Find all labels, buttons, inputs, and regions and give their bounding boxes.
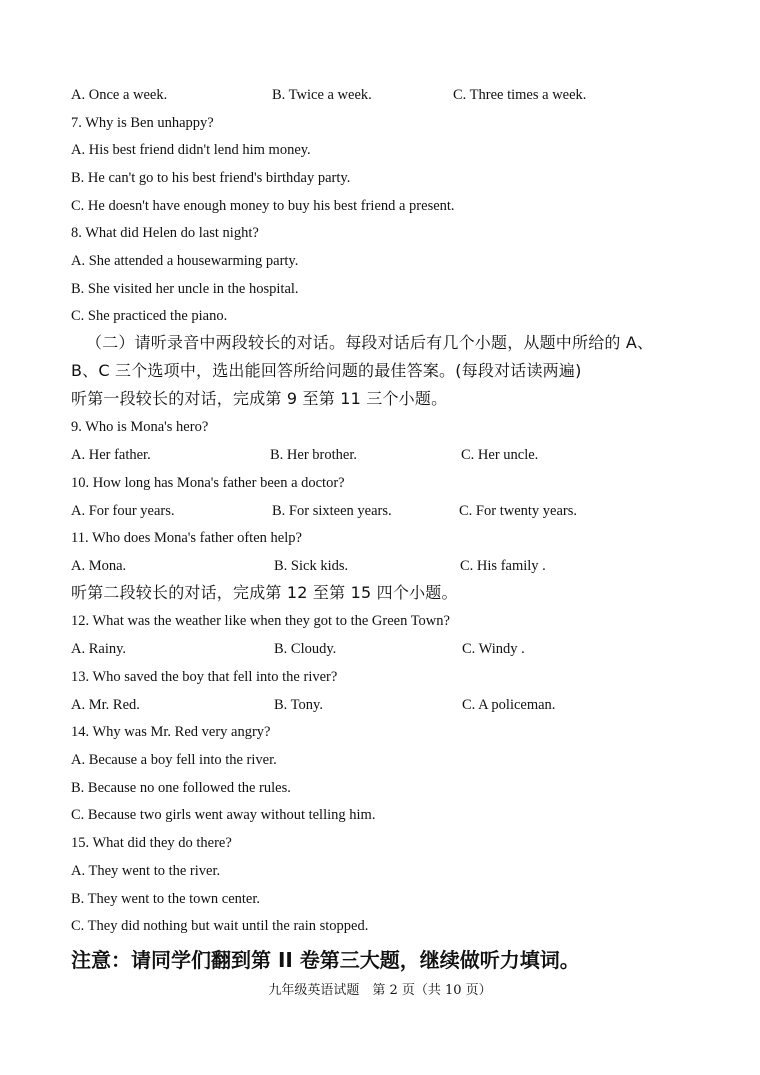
q14-option-a: A. Because a boy fell into the river. (71, 752, 277, 768)
q11-option-b: B. Sick kids. (274, 558, 349, 574)
q15-option-c: C. They did nothing but wait until the rain stopped. (71, 918, 369, 934)
q15-option-b: B. They went to the town center. (71, 891, 260, 907)
q8-option-c: C. She practiced the piano. (71, 308, 228, 324)
q9-option-b: B. Her brother. (270, 447, 357, 463)
notice-text: 注意：请同学们翻到第 II 卷第三大题，继续做听力填词。 (71, 948, 580, 972)
q15-question: 15. What did they do there? (71, 835, 232, 851)
q11-option-c: C. His family . (460, 558, 546, 574)
section2-instruction-line1: （二）请听录音中两段较长的对话。每段对话后有几个小题，从题中所给的 A、 (86, 333, 654, 352)
q8-option-b: B. She visited her uncle in the hospital. (71, 281, 299, 297)
q8-option-a: A. She attended a housewarming party. (71, 253, 299, 269)
dialogue2-instruction: 听第二段较长的对话，完成第 12 至第 15 四个小题。 (71, 583, 458, 602)
q8-question: 8. What did Helen do last night? (71, 225, 259, 241)
q12-option-a: A. Rainy. (71, 641, 127, 657)
q13-option-a: A. Mr. Red. (71, 697, 140, 713)
q14-option-c: C. Because two girls went away without telling him. (71, 807, 376, 823)
q9-option-c: C. Her uncle. (461, 447, 539, 463)
q13-question: 13. Who saved the boy that fell into the river? (71, 669, 338, 685)
section2-instruction-line2: B、C 三个选项中，选出能回答所给问题的最佳答案。(每段对话读两遍) (71, 361, 582, 380)
q7-question: 7. Why is Ben unhappy? (71, 115, 214, 131)
q7-option-a: A. His best friend didn't lend him money. (71, 142, 311, 158)
q13-option-c: C. A policeman. (462, 697, 556, 713)
q7-option-c: C. He doesn't have enough money to buy his best friend a present. (71, 198, 455, 214)
q7-option-b: B. He can't go to his best friend's birthday party. (71, 170, 351, 186)
q6-option-b: B. Twice a week. (272, 87, 372, 103)
q11-question: 11. Who does Mona's father often help? (71, 530, 302, 546)
q6-option-c: C. Three times a week. (453, 87, 587, 103)
dialogue1-instruction: 听第一段较长的对话，完成第 9 至第 11 三个小题。 (71, 389, 448, 408)
q10-option-a: A. For four years. (71, 503, 175, 519)
q13-option-b: B. Tony. (274, 697, 323, 713)
q6-option-a: A. Once a week. (71, 87, 168, 103)
q11-option-a: A. Mona. (71, 558, 127, 574)
q12-question: 12. What was the weather like when they got to the Green Town? (71, 613, 450, 629)
q10-question: 10. How long has Mona's father been a doctor? (71, 475, 345, 491)
page-footer: 九年级英语试题 第 2 页（共 10 页） (268, 983, 492, 998)
q14-option-b: B. Because no one followed the rules. (71, 780, 291, 796)
q14-question: 14. Why was Mr. Red very angry? (71, 724, 271, 740)
q9-option-a: A. Her father. (71, 447, 151, 463)
q15-option-a: A. They went to the river. (71, 863, 221, 879)
q12-option-b: B. Cloudy. (274, 641, 337, 657)
q10-option-b: B. For sixteen years. (272, 503, 392, 519)
q12-option-c: C. Windy . (462, 641, 525, 657)
q9-question: 9. Who is Mona's hero? (71, 419, 209, 435)
q10-option-c: C. For twenty years. (459, 503, 577, 519)
